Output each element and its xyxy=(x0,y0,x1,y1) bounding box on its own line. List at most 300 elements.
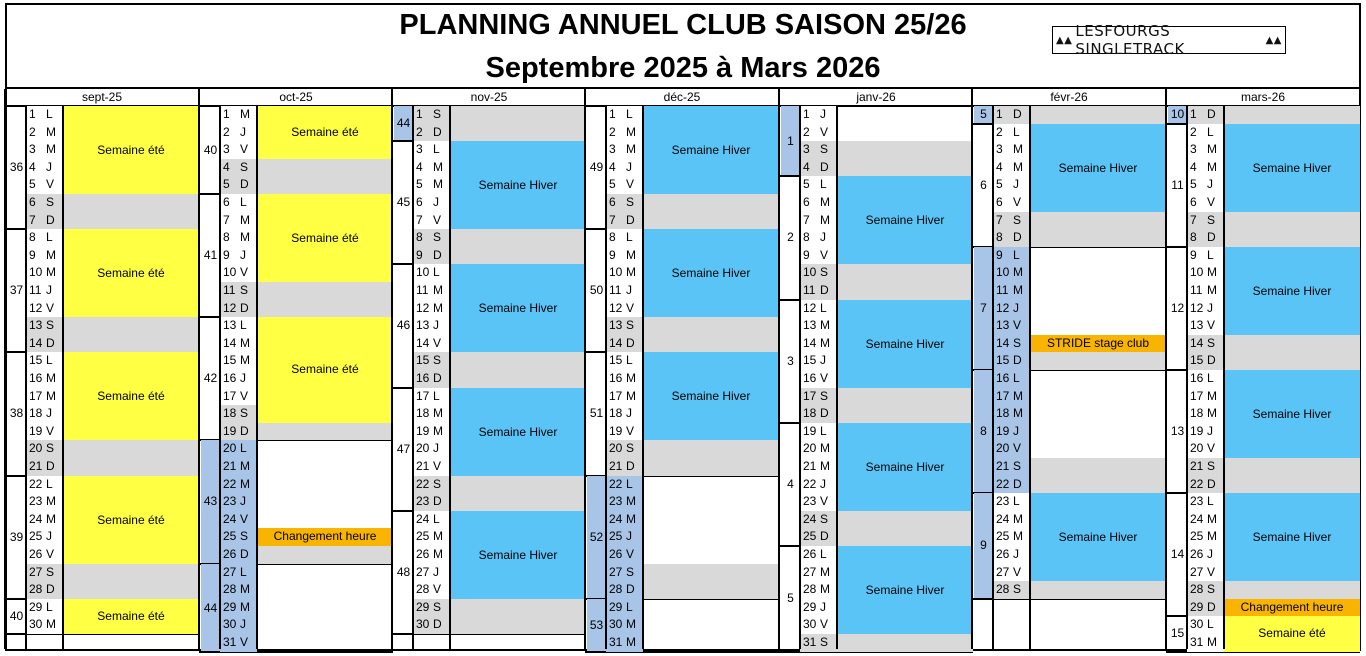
day-number: 4 xyxy=(800,159,817,177)
day-number: 19 xyxy=(26,423,43,441)
day-number: 27 xyxy=(220,564,237,582)
day-letter: V xyxy=(237,634,257,652)
period-band[interactable]: Semaine Hiver xyxy=(643,352,779,440)
day-number: 14 xyxy=(1187,335,1204,353)
day-number: 8 xyxy=(1187,229,1204,247)
day-number: 21 xyxy=(800,458,817,476)
day-number: 5 xyxy=(26,176,43,194)
weekend-cell xyxy=(1030,352,1166,370)
day-number: 3 xyxy=(800,141,817,159)
day-number: 10 xyxy=(26,264,43,282)
day-letter: V xyxy=(43,546,63,564)
day-number: 11 xyxy=(1187,282,1204,300)
day-number: 8 xyxy=(220,229,237,247)
day-number: 2 xyxy=(413,124,430,142)
day-letter: L xyxy=(1010,247,1030,265)
week-divider xyxy=(412,106,414,649)
day-number: 2 xyxy=(800,124,817,142)
column-border xyxy=(1165,89,1167,649)
weekend-cell xyxy=(450,352,586,370)
day-number: 10 xyxy=(1187,264,1204,282)
day-letter: L xyxy=(237,440,257,458)
weekend-cell xyxy=(1224,335,1360,353)
day-letter: M xyxy=(623,124,643,142)
day-letter: M xyxy=(430,423,450,441)
day-letter: M xyxy=(623,616,643,634)
day-number: 25 xyxy=(800,528,817,546)
week-number: 3 xyxy=(787,353,794,368)
day-number: 22 xyxy=(220,476,237,494)
period-band[interactable]: Semaine été xyxy=(1224,616,1360,651)
day-letter: M xyxy=(1204,141,1224,159)
day-letter: M xyxy=(623,388,643,406)
period-band[interactable]: Semaine Hiver xyxy=(837,423,973,511)
day-letter: L xyxy=(817,423,837,441)
day-number: 25 xyxy=(413,528,430,546)
day-letter: D xyxy=(430,247,450,265)
band-divider xyxy=(1029,106,1031,649)
period-band[interactable]: Semaine été xyxy=(63,229,199,317)
weekend-cell xyxy=(643,335,779,353)
weekend-cell xyxy=(63,458,199,476)
week-divider xyxy=(799,106,801,649)
day-letter: D xyxy=(623,581,643,599)
event-label[interactable]: Changement heure xyxy=(1224,599,1360,617)
day-letter: M xyxy=(1010,141,1030,159)
period-band[interactable]: Semaine Hiver xyxy=(837,546,973,634)
day-letter: J xyxy=(1010,300,1030,318)
day-letter: S xyxy=(817,141,837,159)
period-band[interactable]: Semaine été xyxy=(257,194,393,282)
day-number: 29 xyxy=(800,599,817,617)
day-letter: M xyxy=(43,511,63,529)
weekend-cell xyxy=(63,212,199,230)
day-letter: V xyxy=(43,423,63,441)
day-number: 14 xyxy=(220,335,237,353)
day-letter: M xyxy=(43,141,63,159)
day-letter: V xyxy=(1204,440,1224,458)
day-number: 14 xyxy=(993,335,1010,353)
day-number: 25 xyxy=(993,528,1010,546)
weekend-cell xyxy=(837,388,973,406)
weekend-cell xyxy=(63,581,199,599)
day-letter: V xyxy=(43,300,63,318)
weekend-cell xyxy=(1224,212,1360,230)
day-letter: M xyxy=(623,264,643,282)
day-number: 7 xyxy=(1187,212,1204,230)
day-letter: S xyxy=(623,440,643,458)
day-number: 28 xyxy=(26,581,43,599)
day-letter: V xyxy=(1010,194,1030,212)
weekend-cell xyxy=(1224,581,1360,599)
day-number: 28 xyxy=(800,581,817,599)
day-number: 20 xyxy=(606,440,623,458)
day-letter: D xyxy=(1204,106,1224,124)
day-letter: J xyxy=(623,282,643,300)
day-letter: M xyxy=(1010,264,1030,282)
day-letter: S xyxy=(623,194,643,212)
day-letter: V xyxy=(1204,317,1224,335)
day-number: 17 xyxy=(26,388,43,406)
day-letter: J xyxy=(1010,423,1030,441)
day-number: 6 xyxy=(26,194,43,212)
period-band[interactable]: Semaine Hiver xyxy=(1224,493,1360,581)
weekend-cell xyxy=(1030,581,1166,599)
day-letter: D xyxy=(817,159,837,177)
week-number: 44 xyxy=(201,564,220,652)
day-number: 7 xyxy=(220,212,237,230)
month-header: nov-25 xyxy=(392,89,586,107)
day-letter: L xyxy=(43,229,63,247)
day-letter: M xyxy=(237,352,257,370)
day-number: 8 xyxy=(26,229,43,247)
day-number: 26 xyxy=(26,546,43,564)
weekend-cell xyxy=(643,317,779,335)
day-number: 15 xyxy=(220,352,237,370)
day-letter: V xyxy=(430,335,450,353)
day-number: 11 xyxy=(413,282,430,300)
week-divider xyxy=(25,106,27,649)
event-label[interactable]: STRIDE stage club xyxy=(1030,335,1166,353)
day-number: 8 xyxy=(413,229,430,247)
day-number: 17 xyxy=(800,388,817,406)
period-band[interactable]: Semaine Hiver xyxy=(1224,124,1360,212)
day-number: 10 xyxy=(606,264,623,282)
day-number: 26 xyxy=(220,546,237,564)
day-number: 1 xyxy=(1187,106,1204,124)
club-logo xyxy=(1052,22,1286,58)
day-number: 7 xyxy=(993,212,1010,230)
weekend-cell xyxy=(643,194,779,212)
day-number: 30 xyxy=(413,616,430,634)
weekend-cell xyxy=(837,634,973,652)
week-divider xyxy=(1186,106,1188,649)
day-number: 26 xyxy=(993,546,1010,564)
day-letter: L xyxy=(623,229,643,247)
day-letter: J xyxy=(817,476,837,494)
day-letter: J xyxy=(430,564,450,582)
day-number: 3 xyxy=(220,141,237,159)
day-number: 5 xyxy=(1187,176,1204,194)
column-border xyxy=(391,89,393,649)
day-number: 26 xyxy=(1187,546,1204,564)
day-number: 18 xyxy=(220,405,237,423)
day-letter: M xyxy=(430,159,450,177)
day-letter: J xyxy=(623,405,643,423)
day-letter: L xyxy=(817,546,837,564)
weekend-cell xyxy=(837,405,973,423)
week-number: 40 xyxy=(9,608,24,623)
day-letter: V xyxy=(623,423,643,441)
day-number: 22 xyxy=(26,476,43,494)
period-band[interactable]: Semaine été xyxy=(63,106,199,194)
day-number: 7 xyxy=(800,212,817,230)
day-letter: J xyxy=(237,124,257,142)
day-number: 6 xyxy=(1187,194,1204,212)
day-number: 4 xyxy=(26,159,43,177)
day-number: 13 xyxy=(26,317,43,335)
week-number: 49 xyxy=(589,160,604,174)
weekend-cell xyxy=(837,282,973,300)
day-letter: L xyxy=(1204,370,1224,388)
day-letter: M xyxy=(237,581,257,599)
day-number: 28 xyxy=(606,581,623,599)
day-number: 18 xyxy=(800,405,817,423)
week-number: 38 xyxy=(9,406,24,421)
period-band[interactable]: Semaine Hiver xyxy=(1030,493,1166,581)
period-band[interactable]: Semaine Hiver xyxy=(1224,247,1360,335)
weekend-cell xyxy=(63,194,199,212)
day-letter: V xyxy=(237,264,257,282)
weekend-cell xyxy=(450,106,586,124)
column-border xyxy=(584,89,586,649)
day-letter: V xyxy=(237,511,257,529)
day-number: 11 xyxy=(220,282,237,300)
day-letter: L xyxy=(1010,370,1030,388)
day-number: 8 xyxy=(606,229,623,247)
day-letter: M xyxy=(623,141,643,159)
day-letter: M xyxy=(430,176,450,194)
day-letter: D xyxy=(430,370,450,388)
day-letter: J xyxy=(1010,176,1030,194)
day-letter: L xyxy=(237,194,257,212)
period-band[interactable]: Semaine été xyxy=(63,476,199,564)
day-number: 14 xyxy=(26,335,43,353)
week-number: 10 xyxy=(1168,106,1187,124)
day-number: 10 xyxy=(800,264,817,282)
day-number: 21 xyxy=(26,458,43,476)
day-number: 28 xyxy=(1187,581,1204,599)
weekend-cell xyxy=(450,247,586,265)
week-number: 15 xyxy=(1170,626,1185,641)
day-number: 12 xyxy=(993,300,1010,318)
day-number: 12 xyxy=(800,300,817,318)
day-letter: M xyxy=(817,335,837,353)
day-letter: S xyxy=(430,352,450,370)
period-band[interactable]: Semaine Hiver xyxy=(450,511,586,599)
day-letter: D xyxy=(817,528,837,546)
day-letter: S xyxy=(1204,212,1224,230)
event-label[interactable]: Changement heure xyxy=(257,528,393,546)
day-letter: D xyxy=(817,405,837,423)
weekend-cell xyxy=(1224,458,1360,476)
week-number: 5 xyxy=(787,591,794,605)
day-number: 9 xyxy=(26,247,43,265)
day-number: 25 xyxy=(606,528,623,546)
day-letter: M xyxy=(1010,159,1030,177)
band-divider xyxy=(642,106,644,649)
week-number: 8 xyxy=(974,370,993,493)
week-divider xyxy=(992,106,994,649)
day-letter: J xyxy=(237,247,257,265)
band-divider xyxy=(449,106,451,649)
day-number: 26 xyxy=(800,546,817,564)
day-letter: D xyxy=(623,335,643,353)
day-letter: J xyxy=(817,229,837,247)
day-letter: S xyxy=(817,634,837,652)
period-band[interactable]: Semaine Hiver xyxy=(1224,370,1360,458)
day-number: 13 xyxy=(1187,317,1204,335)
day-letter: V xyxy=(237,388,257,406)
weekend-cell xyxy=(837,528,973,546)
day-number: 27 xyxy=(413,564,430,582)
weekend-cell xyxy=(643,458,779,476)
day-letter: M xyxy=(43,124,63,142)
day-letter: V xyxy=(817,616,837,634)
day-number: 22 xyxy=(413,476,430,494)
day-letter: S xyxy=(237,282,257,300)
day-number: 17 xyxy=(606,388,623,406)
band-divider xyxy=(62,106,64,649)
day-letter: S xyxy=(43,317,63,335)
day-letter: D xyxy=(817,282,837,300)
day-letter: M xyxy=(430,282,450,300)
day-letter: M xyxy=(237,212,257,230)
day-number: 26 xyxy=(413,546,430,564)
period-band[interactable]: Semaine été xyxy=(63,599,199,634)
column-border xyxy=(971,89,973,649)
day-letter: M xyxy=(43,616,63,634)
day-number: 2 xyxy=(220,124,237,142)
day-letter: J xyxy=(430,440,450,458)
period-band[interactable]: Semaine Hiver xyxy=(837,176,973,264)
band-divider xyxy=(256,106,258,649)
period-band[interactable]: Semaine Hiver xyxy=(643,106,779,194)
month-header: oct-25 xyxy=(199,89,393,107)
day-letter: J xyxy=(1204,423,1224,441)
day-number: 22 xyxy=(1187,476,1204,494)
day-letter: S xyxy=(623,564,643,582)
week-number: 36 xyxy=(9,160,24,174)
tree-icon: ▲▲ xyxy=(1056,34,1073,46)
day-letter: V xyxy=(1010,440,1030,458)
day-number: 8 xyxy=(993,229,1010,247)
day-letter: V xyxy=(1010,564,1030,582)
period-band[interactable]: Semaine été xyxy=(257,106,393,159)
day-number: 13 xyxy=(220,317,237,335)
day-letter: M xyxy=(817,564,837,582)
day-letter: L xyxy=(623,476,643,494)
day-letter: D xyxy=(430,616,450,634)
day-number: 19 xyxy=(606,423,623,441)
day-letter: L xyxy=(1204,616,1224,634)
day-number: 12 xyxy=(1187,300,1204,318)
day-letter: J xyxy=(43,282,63,300)
day-number: 23 xyxy=(606,493,623,511)
day-number: 30 xyxy=(220,616,237,634)
day-number: 30 xyxy=(1187,616,1204,634)
day-letter: L xyxy=(623,352,643,370)
period-band[interactable]: Semaine Hiver xyxy=(450,264,586,352)
day-letter: M xyxy=(43,370,63,388)
day-letter: M xyxy=(237,599,257,617)
day-letter: V xyxy=(623,176,643,194)
page-title: PLANNING ANNUEL CLUB SAISON 25/26 xyxy=(399,9,967,41)
week-number: 7 xyxy=(974,247,993,370)
day-number: 16 xyxy=(606,370,623,388)
day-number: 4 xyxy=(413,159,430,177)
day-number: 4 xyxy=(1187,159,1204,177)
week-number: 48 xyxy=(396,564,411,579)
day-letter: J xyxy=(237,370,257,388)
day-number: 4 xyxy=(993,159,1010,177)
period-band[interactable]: Semaine Hiver xyxy=(450,388,586,476)
day-number: 5 xyxy=(606,176,623,194)
day-number: 2 xyxy=(993,124,1010,142)
day-number: 17 xyxy=(1187,388,1204,406)
day-letter: M xyxy=(1010,528,1030,546)
day-number: 20 xyxy=(993,440,1010,458)
day-number: 22 xyxy=(800,476,817,494)
day-letter: M xyxy=(430,405,450,423)
day-number: 10 xyxy=(220,264,237,282)
week-number: 44 xyxy=(394,106,413,141)
day-letter: D xyxy=(623,458,643,476)
weekend-cell xyxy=(450,124,586,142)
day-number: 16 xyxy=(993,370,1010,388)
weekend-cell xyxy=(1030,106,1166,124)
day-letter: L xyxy=(817,300,837,318)
day-number: 20 xyxy=(1187,440,1204,458)
weekend-cell xyxy=(1030,458,1166,476)
day-letter: S xyxy=(1010,335,1030,353)
day-letter: J xyxy=(623,159,643,177)
day-number: 17 xyxy=(993,388,1010,406)
day-number: 23 xyxy=(220,493,237,511)
day-letter: D xyxy=(1204,229,1224,247)
day-letter: M xyxy=(1204,388,1224,406)
period-band[interactable]: Semaine été xyxy=(63,352,199,440)
day-number: 29 xyxy=(413,599,430,617)
day-number: 6 xyxy=(993,194,1010,212)
period-band[interactable]: Semaine Hiver xyxy=(837,300,973,388)
period-band[interactable]: Semaine Hiver xyxy=(1030,124,1166,212)
week-number: 40 xyxy=(203,143,218,157)
period-band[interactable]: Semaine Hiver xyxy=(450,141,586,229)
day-number: 5 xyxy=(220,176,237,194)
day-letter: D xyxy=(237,176,257,194)
day-letter: L xyxy=(237,317,257,335)
day-letter: V xyxy=(237,141,257,159)
day-number: 27 xyxy=(993,564,1010,582)
day-number: 31 xyxy=(800,634,817,652)
page-subtitle: Septembre 2025 à Mars 2026 xyxy=(485,52,881,84)
week-number: 2 xyxy=(787,230,794,245)
period-band[interactable]: Semaine été xyxy=(257,317,393,423)
day-number: 29 xyxy=(220,599,237,617)
day-number: 2 xyxy=(26,124,43,142)
day-letter: M xyxy=(623,634,643,652)
day-letter: M xyxy=(430,528,450,546)
day-letter: M xyxy=(817,581,837,599)
day-number: 1 xyxy=(220,106,237,124)
day-letter: M xyxy=(1204,282,1224,300)
day-number: 31 xyxy=(1187,634,1204,652)
day-number: 12 xyxy=(606,300,623,318)
day-number: 15 xyxy=(413,352,430,370)
day-number: 18 xyxy=(993,405,1010,423)
day-number: 19 xyxy=(993,423,1010,441)
day-number: 27 xyxy=(606,564,623,582)
period-band[interactable]: Semaine Hiver xyxy=(643,229,779,317)
day-letter: M xyxy=(1204,634,1224,652)
day-number: 21 xyxy=(413,458,430,476)
day-number: 16 xyxy=(800,370,817,388)
day-number: 29 xyxy=(606,599,623,617)
month-header: févr-26 xyxy=(972,89,1166,107)
day-letter: S xyxy=(430,229,450,247)
day-letter: D xyxy=(43,458,63,476)
